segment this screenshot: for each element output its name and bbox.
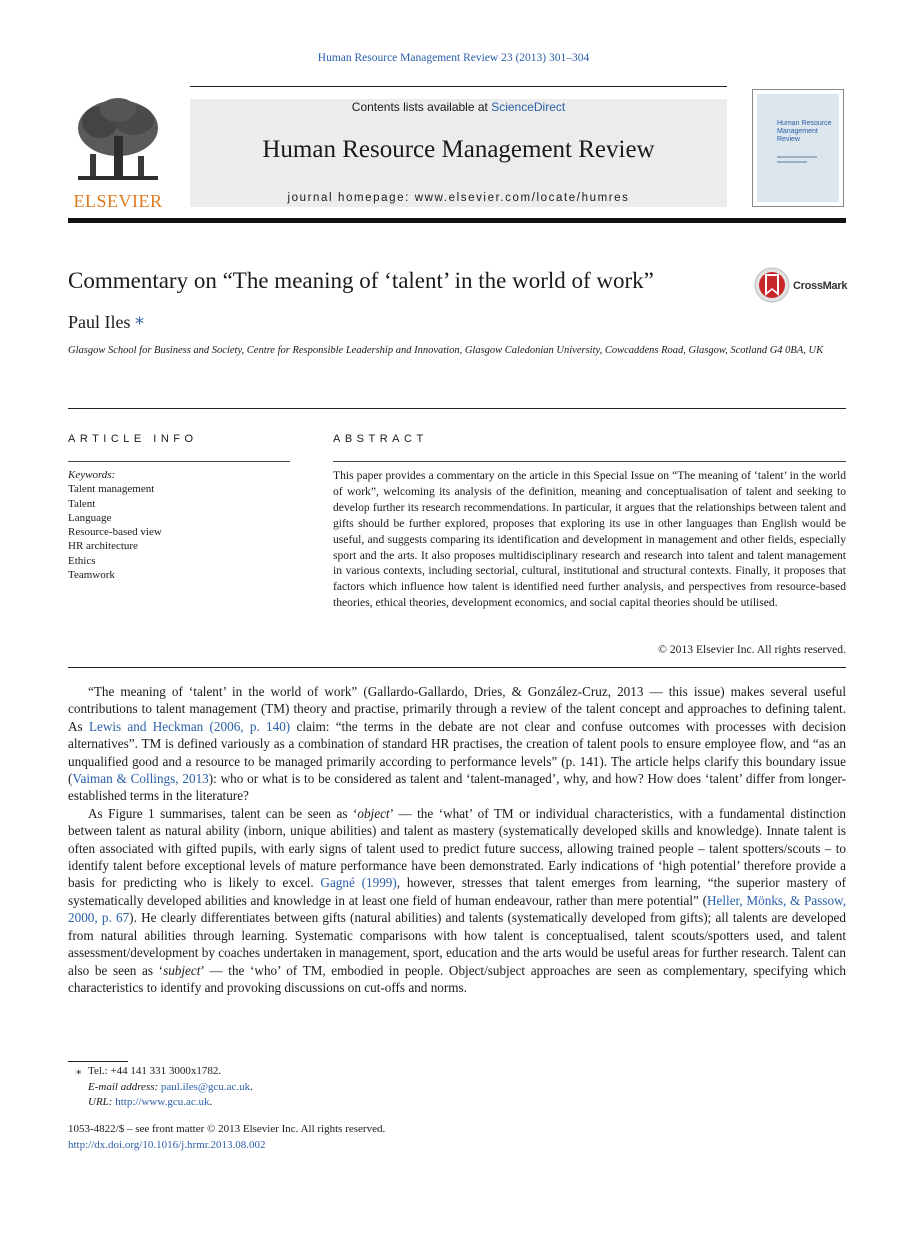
citation-link[interactable]: Heller, Mönks, & Passow, 2000, p. 67 <box>68 892 847 926</box>
footnote-rule <box>68 1061 128 1062</box>
citation-link[interactable]: Vaiman & Collings, 2013 <box>72 771 209 787</box>
author-affiliation: Glasgow School for Business and Society, Centre for Responsible Leadership and Innovation, Glasgow Caledonian University, Cowcaddens Road, Glasgow, Scotland G4 0BA, UK <box>68 345 824 356</box>
header-top-rule <box>190 86 727 87</box>
article-info-rule <box>68 461 290 462</box>
keyword: Ethics <box>68 554 96 567</box>
contents-prefix: Contents lists available at <box>351 100 492 114</box>
body-text: ’ — the ‘what’ of TM or individual characteristics, with a fundamental distinction between talent as natural ability (inborn, unique abilities) and talent as mastery (systematically developed skills and knowledge). Innate talent is often associated with gifted pupils, with early signs of talent used to predict future success, allowing trained people – talent spotters/scouts – to identify talent before exceptional levels of mature performance have been demonstrated. Early indications of ‘high potential’ therefore provide a basis for predicting who is likely to excel. <box>68 805 847 891</box>
front-matter <box>68 1122 668 1153</box>
body-text: ). He clearly differentiates between gifts (natural abilities) and talents (systematically developed from gifts); all talents are developed from natural abilities through learning. Systematic comparisons with how talent is conceptualised, talent scouts/spotters used, and talent assessment/development by coaches undertaken in management, sport, education and the arts would be useful areas for further research. Talent can also be seen as ‘ <box>68 910 847 978</box>
cover-line <box>777 156 817 158</box>
footnote-tel <box>68 1064 568 1080</box>
author-name <box>68 308 144 333</box>
keywords-list <box>68 468 288 582</box>
email-link[interactable]: paul.iles@gcu.ac.uk <box>160 1080 251 1093</box>
cover-line <box>777 161 807 163</box>
keyword: Language <box>68 511 112 524</box>
contents-line <box>190 100 727 114</box>
abstract-copyright: © 2013 Elsevier Inc. All rights reserved. <box>658 643 846 656</box>
footnote-tel-text: Tel.: +44 141 331 3000x1782. <box>88 1065 222 1077</box>
journal-citation[interactable]: Human Resource Management Review 23 (2013) 301–304 <box>317 52 590 64</box>
footnote-marker: ⁎ <box>76 1065 82 1077</box>
keywords-label: Keywords: <box>68 469 116 481</box>
citation-link[interactable]: Gagné (1999) <box>320 875 397 891</box>
journal-homepage[interactable]: journal homepage: www.elsevier.com/locate/humres <box>287 192 630 204</box>
url-link[interactable]: http://www.gcu.ac.uk <box>115 1096 210 1108</box>
elsevier-wordmark: ELSEVIER <box>73 191 163 211</box>
keyword: Talent <box>68 497 96 510</box>
keyword: HR architecture <box>68 540 138 553</box>
article-title: Commentary on “The meaning of ‘talent’ in the world of work” <box>68 268 654 293</box>
section-rule <box>68 667 846 668</box>
citation-link[interactable]: Lewis and Heckman (2006, p. 140) <box>88 718 291 734</box>
author-footnote-marker[interactable]: ⁎ <box>135 308 144 328</box>
footnote-email: E-mail address: paul.iles@gcu.ac.uk. <box>88 1080 253 1093</box>
body-text: “The meaning of ‘talent’ in the world of work” (Gallardo-Gallardo, Dries, & González-Cruz, 2013 — this issue) makes several useful contributions to talent management (TM) theory and practise, primarily through a review of the talent concept and approaches to defining talent. As <box>68 684 846 734</box>
keyword: Resource-based view <box>68 526 162 539</box>
issn-line: 1053-4822/$ – see front matter © 2013 Elsevier Inc. All rights reserved. <box>68 1123 386 1135</box>
journal-title: Human Resource Management Review <box>262 136 655 163</box>
body-text: ’ — the ‘who’ of TM, embodied in people. Object/subject approaches are seen as complementary, specifying which characteristics to identify and provoking discussions on cut-offs and norms. <box>68 962 847 995</box>
sciencedirect-link[interactable]: ScienceDirect <box>491 100 566 114</box>
keyword: Talent management <box>68 483 155 496</box>
abstract-heading: ABSTRACT <box>333 433 428 445</box>
footnotes <box>68 1064 568 1111</box>
crossmark-label[interactable]: CrossMark <box>793 280 848 292</box>
keyword: Teamwork <box>68 569 115 582</box>
section-rule <box>68 408 846 409</box>
emphasis: object <box>357 805 390 821</box>
body-text: claim: “the terms in the debate are not clear and confuse outcomes with processes with decision alternatives”. TM is defined variously as a combination of standard HR practises, the creation of talent pools to ensure employee flow, and “as an unqualified good and a resource to be managed primarily according to performance levels” (p. 141). The article helps clarify this boundary issue ( <box>68 718 847 787</box>
body-paragraph <box>68 683 846 805</box>
cover-title: Human Resource Management Review <box>777 120 832 143</box>
body-text: ): who or what is to be considered as talent and ‘talent-managed’, why, and how? How does ‘talent’ differ from longer-established terms in the literature? <box>68 771 846 804</box>
body-paragraph <box>68 805 846 996</box>
author-text: Paul Iles <box>68 312 131 332</box>
abstract-text: This paper provides a commentary on the article in this Special Issue on “The meaning of ‘talent’ in the world of work”, welcoming its analysis of the definition, meaning and conceptualisation of talent and seeking to develop further its research recommendations. In particular, it argues that the relationships between talent and gifts should be further explored, proposes that exploring its use in other languages than English would be useful, and suggests comparing its identification and development in management and other fields, especially sport and the arts. It also proposes multidisciplinary research and research into talent and talent management in various contexts, including sectorial, cultural, institutional and structural contexts. Finally, it proposes that factors which influence how talent is identified need further analysis, and perspectives from resource-based theories, ethical theories, development economics, and social capital theories should be utilised. <box>333 469 846 610</box>
doi-link[interactable]: http://dx.doi.org/10.1016/j.hrmr.2013.08.002 <box>68 1138 266 1151</box>
article-info-heading: ARTICLE INFO <box>68 433 198 445</box>
article-body <box>68 683 846 996</box>
cover-background <box>757 94 839 202</box>
url-label: URL: <box>88 1096 113 1108</box>
email-label: E-mail address: <box>88 1080 159 1093</box>
footnote-url: URL: http://www.gcu.ac.uk. <box>88 1096 213 1108</box>
emphasis: subject <box>163 962 201 978</box>
header-thick-rule <box>68 218 846 223</box>
journal-cover-thumbnail <box>752 89 844 207</box>
body-text: As Figure 1 summarises, talent can be seen as ‘ <box>88 805 358 821</box>
body-text: , however, stresses that talent emerges from learning, “the superior mastery of systematically developed abilities and knowledge in at least one field of human endeavour, rather than mere potential” ( <box>68 875 847 908</box>
abstract-rule <box>333 461 846 462</box>
